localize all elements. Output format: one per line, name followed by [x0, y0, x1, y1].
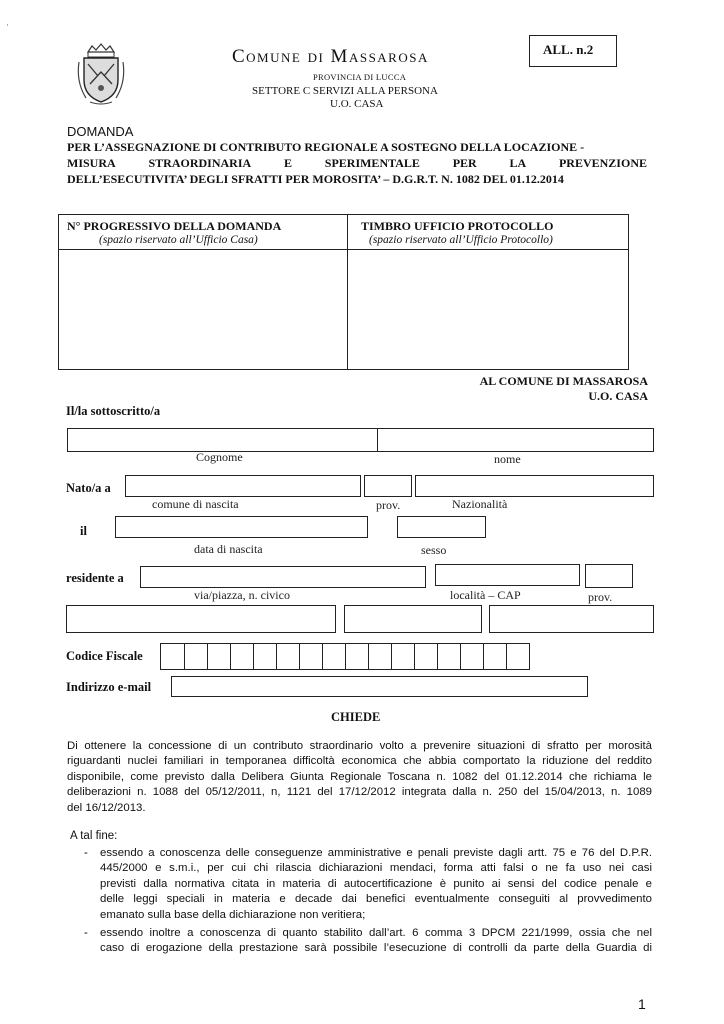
birth-date-prefix: il [80, 524, 87, 538]
street-caption: via/piazza, n. civico [194, 588, 290, 602]
tax-code-cell-divider [391, 644, 392, 669]
protocol-stamp-title: TIMBRO UFFICIO PROTOCOLLO [361, 219, 554, 233]
tax-code-cell-divider [299, 644, 300, 669]
bullet-line: previsti dalla normativa citata in materia di autocertificazione è punito ai sensi del codice penale e [100, 877, 652, 890]
born-in-label: Nato/a a [66, 481, 111, 495]
municipality-title: Comune di Massarosa [232, 46, 429, 67]
office-line: U.O. CASA [330, 98, 384, 110]
title-line-3: DELL’ESECUTIVITA’ DEGLI SFRATTI PER MOROSITA’ – D.G.R.T. N. 1082 DEL 01.12.2014 [67, 172, 564, 186]
tax-code-cell-divider [483, 644, 484, 669]
email-field[interactable] [171, 676, 588, 697]
recipient-line-1: AL COMUNE DI MASSAROSA [479, 374, 648, 388]
paragraph-line: riguardanti nuclei familiari in temporanea difficoltà economica che abbia comportato la riduzione del reddito [67, 755, 652, 768]
tax-code-cell-divider [230, 644, 231, 669]
name-caption: nome [494, 452, 521, 466]
nationality-caption: Nazionalità [452, 497, 508, 511]
coat-of-arms-emblem [76, 42, 126, 106]
residence-province-field[interactable] [585, 564, 633, 588]
reserved-table-header-rule [59, 249, 628, 250]
birth-province-field[interactable] [364, 475, 412, 497]
title-word: SPERIMENTALE [324, 156, 420, 170]
tax-code-cell-divider [506, 644, 507, 669]
document-kind: DOMANDA [67, 124, 134, 139]
attachment-box [529, 35, 617, 67]
locality-caption: località – CAP [450, 588, 521, 602]
street-field[interactable] [140, 566, 426, 588]
page-number: 1 [638, 996, 646, 1012]
birth-city-caption: comune di nascita [152, 497, 239, 511]
reserved-table [58, 214, 629, 370]
tax-code-cell-divider [276, 644, 277, 669]
bullet-line: essendo a conoscenza delle conseguenze amministrative e penali previste dagli artt. 75 e 76 del D.P.R. [100, 847, 652, 859]
residence-province-caption: prov. [588, 590, 613, 604]
bullet-line: essendo inoltre a conoscenza di quanto stabilito dall’art. 6 comma 3 DPCM 221/1999, ossia che nel [100, 927, 652, 939]
title-word: PER [452, 156, 477, 170]
tax-code-field[interactable] [160, 643, 530, 670]
name-field[interactable] [377, 428, 654, 452]
reserved-table-divider [347, 215, 348, 369]
tax-code-cell-divider [368, 644, 369, 669]
paragraph-line: del 16/12/2013. [67, 801, 146, 814]
tax-code-cell-divider [414, 644, 415, 669]
tax-code-cell-divider [322, 644, 323, 669]
title-word: LA [509, 156, 527, 170]
birth-province-caption: prov. [376, 498, 401, 512]
birth-date-caption: data di nascita [194, 542, 263, 556]
bullet-line: emanato sulla base della dichiarazione non veritiera; [100, 908, 366, 921]
bullet-marker: - [84, 847, 88, 859]
bullet-line: 445/2000 e s.m.i., per cui chi rilascia dichiarazioni mendaci, forma atti falsi o ne fa uso nei casi [100, 862, 652, 875]
title-line-2 [67, 156, 647, 171]
progressive-number-title: N° PROGRESSIVO DELLA DOMANDA [67, 219, 282, 233]
tax-code-cell-divider [460, 644, 461, 669]
sector-line: SETTORE C SERVIZI ALLA PERSONA [252, 85, 438, 97]
bullet-line: caso di erogazione della prestazione sarà possibile l’esecuzione di controlli da parte della Guardia di [100, 942, 652, 955]
resident-label: residente a [66, 571, 124, 585]
nationality-field[interactable] [415, 475, 654, 497]
title-word: STRAORDINARIA [148, 156, 252, 170]
locality-field[interactable] [435, 564, 580, 586]
tax-code-cell-divider [207, 644, 208, 669]
residence-extra-field-1[interactable] [66, 605, 336, 633]
birth-city-field[interactable] [125, 475, 361, 497]
bullet-1 [100, 846, 652, 923]
residence-extra-field-2[interactable] [344, 605, 482, 633]
recipient-line-2: U.O. CASA [588, 389, 648, 403]
purpose-label: A tal fine: [70, 830, 118, 842]
province-line: PROVINCIA DI LUCCA [313, 72, 407, 82]
bullet-line: delle leggi speciali in materia e decade dai benefici eventualmente conseguiti al provvedimento [100, 893, 652, 906]
undersigned-label: Il/la sottoscritto/a [66, 404, 161, 418]
birth-date-field[interactable] [115, 516, 368, 538]
paragraph-line: Di ottenere la concessione di un contributo straordinario volto a prevenire situazioni di sfratto per morosità [67, 740, 652, 752]
sex-caption: sesso [421, 543, 447, 557]
attachment-label: ALL. n.2 [543, 42, 594, 57]
surname-field[interactable] [67, 428, 378, 452]
request-paragraph [67, 739, 652, 816]
request-heading: CHIEDE [331, 710, 381, 724]
protocol-stamp-note: (spazio riservato all’Ufficio Protocollo) [369, 234, 553, 246]
tax-code-cell-divider [253, 644, 254, 669]
surname-caption: Cognome [196, 450, 243, 464]
paragraph-line: deliberazioni n. 1088 del 05/12/2011, n, 1121 del 17/12/2012 integrata dalla n. 250 del 15/04/2013, n. 1089 [67, 786, 652, 799]
corner-mark: · [6, 20, 9, 30]
tax-code-cell-divider [184, 644, 185, 669]
title-line-1: PER L’ASSEGNAZIONE DI CONTRIBUTO REGIONALE A SOSTEGNO DELLA LOCAZIONE - [67, 140, 585, 154]
sex-field[interactable] [397, 516, 486, 538]
tax-code-cell-divider [345, 644, 346, 669]
tax-code-cell-divider [437, 644, 438, 669]
title-word: MISURA [67, 156, 116, 170]
bullet-marker: - [84, 927, 88, 939]
bullet-2 [100, 926, 652, 957]
residence-extra-field-3[interactable] [489, 605, 654, 633]
progressive-number-note: (spazio riservato all’Ufficio Casa) [99, 234, 258, 246]
title-word: PREVENZIONE [558, 156, 647, 170]
tax-code-label: Codice Fiscale [66, 649, 143, 663]
email-label: Indirizzo e-mail [66, 680, 152, 694]
paragraph-line: disponibile, come previsto dalla Delibera Giunta Regionale Toscana n. 1082 del 01.12.2014 che richiama le [67, 770, 652, 783]
title-word: E [283, 156, 292, 170]
